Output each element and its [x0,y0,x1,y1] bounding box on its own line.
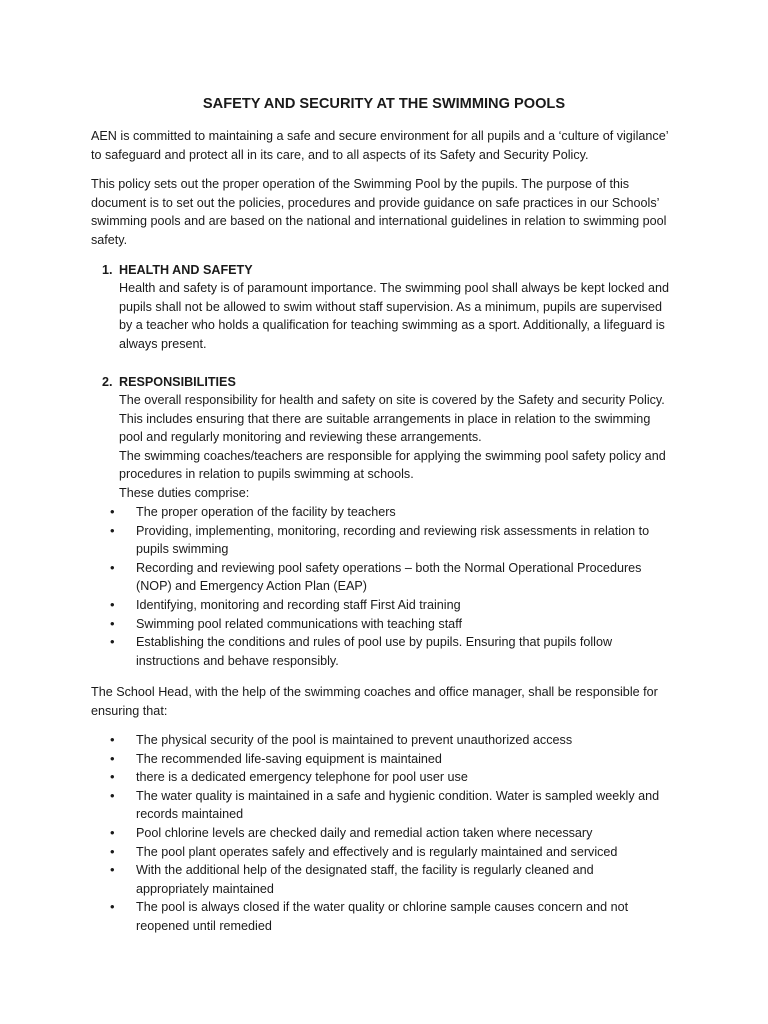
list-item [0,633,666,670]
list-item [0,522,666,559]
list-item-text: Swimming pool related communications with teaching staff [136,616,462,631]
section-number: 1. [102,263,113,277]
list-item [0,898,666,935]
list-item [0,503,666,522]
bullet-icon: • [110,750,115,766]
list-item [0,731,666,750]
school-head-paragraph: The School Head, with the help of the swimming coaches and office manager, shall be responsible for ensuring that: [91,685,658,718]
bullet-icon: • [110,787,115,803]
coaches-paragraph: The swimming coaches/teachers are responsible for applying the swimming pool safety policy and procedures in relation to pupils swimming at schools. [119,448,666,482]
list-item-text: Pool chlorine levels are checked daily and remedial action taken where necessary [136,825,593,840]
list-item [0,843,666,862]
bullet-icon: • [110,899,115,915]
list-item-text: there is a dedicated emergency telephone for pool user use [136,770,468,785]
section-body-responsibilities [119,391,675,503]
bullet-icon: • [110,559,115,575]
duties-intro: These duties comprise: [119,485,250,500]
list-item-text: The recommended life-saving equipment is maintained [136,751,442,766]
list-item [0,596,666,615]
list-item-text: Recording and reviewing pool safety operations – both the Normal Operational Procedures (NOP) and Emergency Action Plan (EAP) [136,560,642,594]
intro-paragraph-2: This policy sets out the proper operation of the Swimming Pool by the pupils. The purpose of this document is to set out the policies, procedures and provide guidance on safe practices in our Schools’ swimming pools and are based on the national and international guidelines in relation to swimming pool safety. [91,177,667,247]
bullet-icon: • [110,596,115,612]
list-item [0,768,666,787]
list-item [0,750,666,769]
list-item-text: Establishing the conditions and rules of pool use by pupils. Ensuring that pupils follow instructions and behave responsibly. [136,635,613,668]
section-heading-health-safety [102,261,253,280]
responsibilities-paragraph: The overall responsibility for health and safety on site is covered by the Safety and security Policy. This includes ensuring that there are suitable arrangements in place in relation to the swimming pool and regularly monitoring and reviewing these arrangements. [119,393,665,445]
duties-list [0,503,700,670]
section-body-health-safety: Health and safety is of paramount importance. The swimming pool shall always be kept locked and pupils shall not be allowed to swim without staff supervision. As a minimum, pupils are supervised by a teacher who holds a qualification for teaching swimming as a sport. Additionally, a lifeguard is always present. [119,281,669,351]
bullet-icon: • [110,824,115,840]
list-item [0,787,666,824]
list-item-text: Identifying, monitoring and recording staff First Aid training [136,597,461,612]
bullet-icon: • [110,615,115,631]
intro-paragraph-1: AEN is committed to maintaining a safe and secure environment for all pupils and a ‘culture of vigilance’ to safeguard and protect all in its care, and to all aspects of its Safety and Security Policy. [91,129,669,162]
bullet-icon: • [110,522,115,538]
list-item-text: The proper operation of the facility by teachers [136,505,396,519]
bullet-icon: • [110,634,115,650]
school-head-duties-list [0,731,700,936]
list-item-text: The pool is always closed if the water quality or chlorine sample causes concern and not reopened until remedied [136,900,629,933]
list-item-text: Providing, implementing, monitoring, recording and reviewing risk assessments in relation to pupils swimming [136,523,650,557]
list-item [0,861,666,898]
section-heading-text: RESPONSIBILITIES [119,375,236,389]
list-item-text: The pool plant operates safely and effectively and is regularly maintained and serviced [136,844,618,859]
list-item-text: With the additional help of the designated staff, the facility is regularly cleaned and appropriately maintained [136,863,594,896]
bullet-icon: • [110,843,115,859]
list-item-text: The physical security of the pool is maintained to prevent unauthorized access [136,733,573,747]
list-item [0,559,666,596]
section-heading-responsibilities [102,373,236,392]
list-item [0,824,666,843]
bullet-icon: • [110,504,115,519]
page-title: SAFETY AND SECURITY AT THE SWIMMING POOLS [202,96,566,112]
bullet-icon: • [110,862,115,878]
list-item [0,615,666,634]
section-heading-text: HEALTH AND SAFETY [119,263,253,277]
bullet-icon: • [110,769,115,785]
section-number: 2. [102,375,113,389]
list-item-text: The water quality is maintained in a safe and hygienic condition. Water is sampled weekly and records maintained [136,788,660,822]
bullet-icon: • [110,732,115,747]
